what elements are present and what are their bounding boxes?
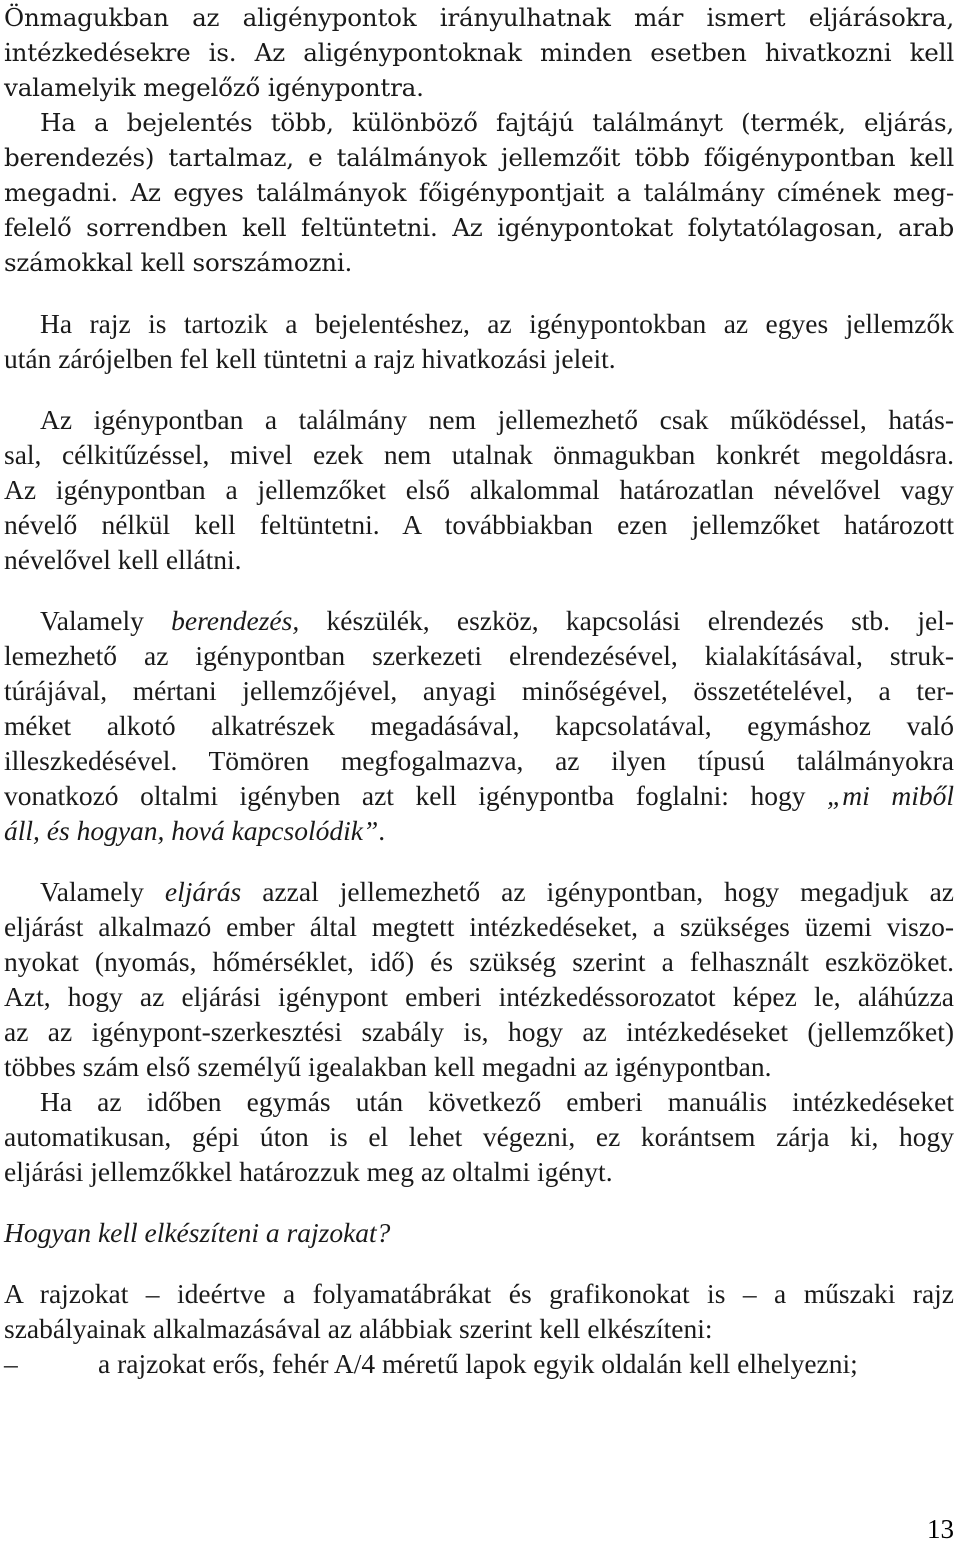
paragraph-rajzok — [4, 1276, 954, 1346]
text-line: Valamely berendezés, készülék, eszköz, kapcsolási elrendezés stb. jel- — [40, 605, 954, 636]
text-line: méket alkotó alkatrészek megadásával, kapcsolatával, egymáshoz való — [4, 710, 954, 741]
text-line: Ha rajz is tartozik a bejelentéshez, az igénypontokban az egyes jellemzők — [40, 308, 954, 339]
text-line: túrájával, mértani jellemzőjével, anyagi minőségével, összetételével, a ter- — [4, 675, 954, 706]
spacer — [4, 1189, 954, 1215]
text-line: intézkedésekre is. Az aligénypontoknak minden esetben hivatkozni kell — [4, 38, 954, 67]
text-line: áll, és hogyan, hová kapcsolódik”. — [4, 815, 386, 846]
text-line: A rajzokat – ideértve a folyamatábrákat és grafikonokat is – a műszaki rajz — [4, 1278, 954, 1309]
text-line: számokkal kell sorszámozni. — [4, 248, 353, 277]
document-page — [4, 0, 954, 1544]
text-line: Az igénypontban a találmány nem jellemezhető csak működéssel, hatás- — [40, 404, 954, 435]
text-line: lemezhető az igénypontban szerkezeti elrendezésével, kialakításával, struk- — [4, 640, 954, 671]
text-line: felelő sorrendben kell feltüntetni. Az igénypontokat folytatólagosan, arab — [4, 213, 954, 242]
text-line: eljárási jellemzőkkel határozzuk meg az oltalmi igényt. — [4, 1156, 613, 1187]
text-line: illeszkedésével. Tömören megfogalmazva, az ilyen típusú találmányokra — [4, 745, 954, 776]
page-number: 13 — [927, 1514, 954, 1544]
text-line: valamelyik megelőző igénypontra. — [4, 73, 424, 102]
text-line: nyokat (nyomás, hőmérséklet, idő) és szükség szerint a felhasznált eszközöket. — [4, 946, 954, 977]
emphasis-quote-end: áll, és hogyan, hová kapcsolódik” — [4, 815, 379, 846]
emphasis-eljaras: eljárás — [164, 876, 242, 907]
text-line: Ha a bejelentés több, különböző fajtájú találmányt (termék, eljárás, — [40, 108, 954, 137]
spacer — [4, 280, 954, 306]
text-line: sal, célkitűzéssel, mivel ezek nem utalnak önmagukban konkrét megoldásra. — [4, 439, 954, 470]
spacer — [4, 577, 954, 603]
text-line: megadni. Az egyes találmányok főigénypontjait a találmány címének meg- — [4, 178, 954, 207]
paragraph-automatizalas — [4, 1084, 954, 1189]
dash-bullet: – — [4, 1348, 18, 1379]
text-line: eljárást alkalmazó ember által megtett intézkedéseket, a szükséges üzemi viszo- — [4, 911, 954, 942]
spacer — [4, 376, 954, 402]
text-line: Önmagukban az aligénypontok irányulhatnak már ismert eljárásokra, — [4, 3, 954, 32]
spacer — [4, 1250, 954, 1276]
text-line: szabályainak alkalmazásával az alábbiak szerint kell elkészíteni: — [4, 1313, 713, 1344]
paragraph-berendezes — [4, 603, 954, 848]
emphasis-berendezes: berendezés, — [171, 605, 300, 636]
emphasis-quote: „mi miből — [827, 780, 954, 811]
text-line: az az igénypont-szerkesztési szabály is, hogy az intézkedéseket (jellemzőket) — [4, 1016, 954, 1047]
requirements-list — [4, 1346, 954, 1381]
text-line: berendezés) tartalmaz, e találmányok jellemzőit több főigénypontban kell — [4, 143, 954, 172]
paragraph-rajz-hivatkozas — [4, 306, 954, 376]
section-heading: Hogyan kell elkészíteni a rajzokat? — [4, 1217, 391, 1248]
spacer — [4, 848, 954, 874]
paragraph-aligenypontok — [4, 0, 954, 280]
list-item-text: a rajzokat erős, fehér A/4 méretű lapok egyik oldalán kell elhelyezni; — [98, 1348, 858, 1379]
text-line: többes szám első személyű igealakban kell megadni az igénypontban. — [4, 1051, 772, 1082]
text-line: Ha az időben egymás után következő emberi manuális intézkedéseket — [40, 1086, 954, 1117]
text-line: névelő nélkül kell feltüntetni. A továbbiakban ezen jellemzőket határozott — [4, 509, 954, 540]
text-line: Az igénypontban a jellemzőket első alkalommal határozatlan névelővel vagy — [4, 474, 954, 505]
paragraph-eljaras — [4, 874, 954, 1084]
text-line: automatikusan, gépi úton is el lehet végezni, ez korántsem zárja ki, hogy — [4, 1121, 954, 1152]
paragraph-jellemzes — [4, 402, 954, 577]
text-line: Azt, hogy az eljárási igénypont emberi intézkedéssorozatot képez le, aláhúzza — [4, 981, 954, 1012]
list-item — [4, 1346, 954, 1381]
paragraph-tobb-talalmany — [4, 105, 954, 280]
text-line: Valamely eljárás azzal jellemezhető az igénypontban, hogy megadjuk az — [40, 876, 955, 907]
text-line: vonatkozó oltalmi igényben azt kell igénypontba foglalni: hogy „mi miből — [4, 780, 954, 811]
text-line: névelővel kell ellátni. — [4, 544, 242, 575]
text-line: után zárójelben fel kell tüntetni a rajz hivatkozási jeleit. — [4, 343, 616, 374]
